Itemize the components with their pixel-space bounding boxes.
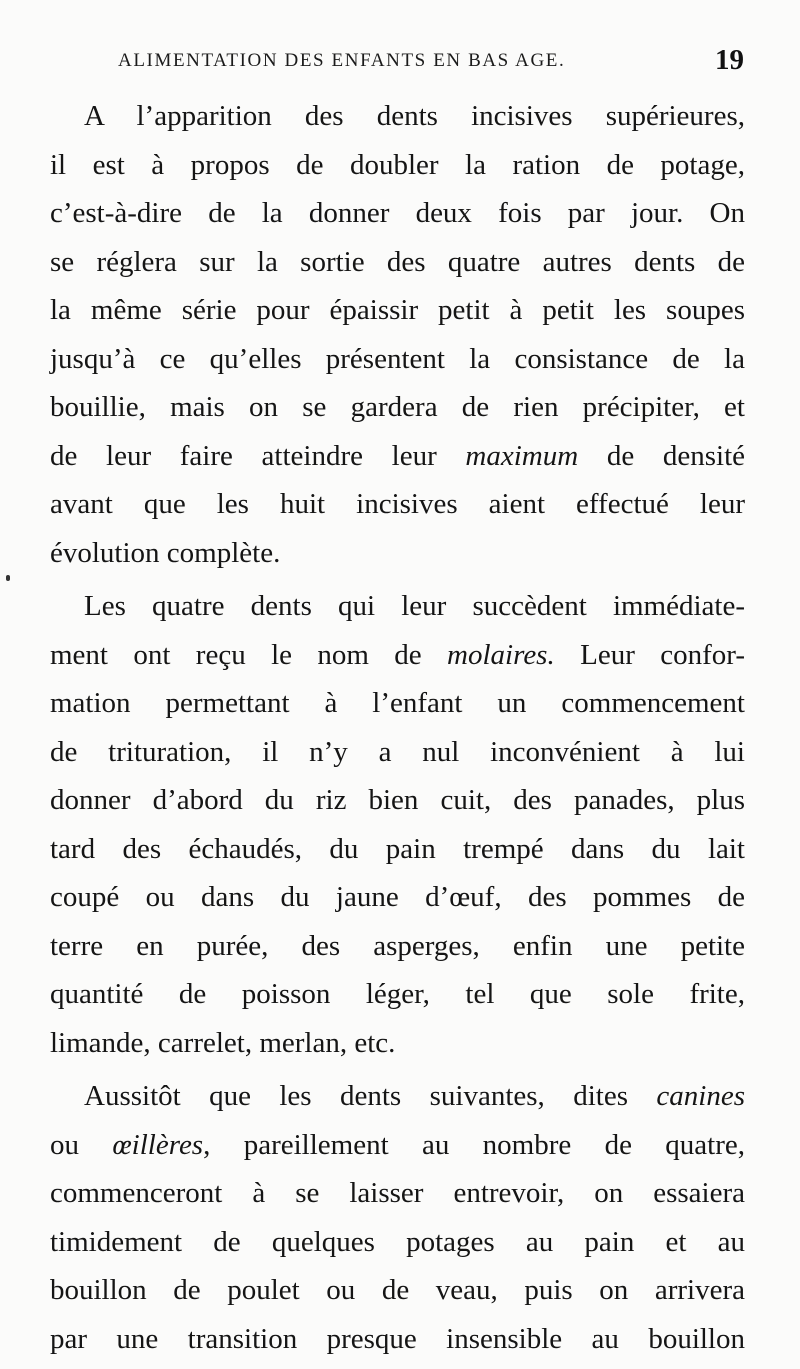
- page-header: [118, 44, 748, 78]
- italic-word: maximum: [465, 439, 579, 472]
- ink-speck: [6, 575, 10, 581]
- text-line: [50, 825, 745, 874]
- text-line: [50, 92, 745, 141]
- text-line: [50, 728, 745, 777]
- italic-word: canines: [656, 1080, 745, 1112]
- line-text: mation permettant à l’enfant un commencement: [50, 687, 745, 719]
- line-text: évolution complète.: [50, 536, 281, 569]
- line-text: la même série pour épaissir petit à petit les soupes: [50, 294, 745, 326]
- line-text: coupé ou dans du jaune d’œuf, des pommes de: [50, 881, 745, 913]
- text-line: [50, 1072, 745, 1121]
- text-line: [50, 480, 745, 529]
- line-text: Les quatre dents qui leur succèdent immédiate-: [84, 590, 745, 622]
- italic-word: œillères: [112, 1128, 204, 1161]
- line-text-before: ment ont reçu le nom de: [50, 638, 448, 671]
- text-line: [50, 383, 745, 432]
- text-line: [50, 1218, 745, 1267]
- page-number: 19: [715, 44, 744, 76]
- line-text: avant que les huit incisives aient effectué leur: [50, 488, 745, 520]
- line-text: c’est-à-dire de la donner deux fois par jour. On: [50, 197, 745, 229]
- text-line: [50, 679, 745, 728]
- line-text-before: ou: [50, 1128, 113, 1161]
- text-line: [50, 1266, 745, 1315]
- text-line: [50, 238, 745, 287]
- line-text: bouillie, mais on se gardera de rien précipiter, et: [50, 391, 745, 423]
- text-line: [50, 141, 745, 190]
- line-text: bouillon de poulet ou de veau, puis on arrivera: [50, 1274, 745, 1306]
- line-text-after: Leur confor-: [554, 638, 745, 671]
- text-line: [50, 335, 745, 384]
- line-text: se réglera sur la sortie des quatre autres dents de: [50, 245, 745, 278]
- italic-word: molaires.: [447, 638, 555, 671]
- line-text: tard des échaudés, du pain trempé dans du lait: [50, 832, 745, 865]
- line-text-before: de leur faire atteindre leur: [50, 439, 466, 472]
- body-text: [50, 92, 745, 1363]
- line-text-before: Aussitôt que les dents suivantes, dites: [84, 1080, 657, 1112]
- line-text-after: , pareillement au nombre de quatre,: [203, 1128, 746, 1161]
- line-text: par une transition presque insensible au bouillon: [50, 1322, 745, 1355]
- running-title: ALIMENTATION DES ENFANTS EN BAS AGE.: [118, 50, 566, 71]
- text-line: [50, 582, 745, 631]
- line-text: terre en purée, des asperges, enfin une petite: [50, 929, 745, 962]
- line-text: jusqu’à ce qu’elles présentent la consistance de la: [50, 342, 745, 375]
- line-text: il est à propos de doubler la ration de potage,: [50, 148, 745, 181]
- line-text: donner d’abord du riz bien cuit, des panades, plus: [50, 784, 745, 816]
- line-text: timidement de quelques potages au pain et au: [50, 1225, 745, 1258]
- line-text: limande, carrelet, merlan, etc.: [50, 1026, 396, 1059]
- text-line: [50, 776, 745, 825]
- text-line: [50, 286, 745, 335]
- line-text: quantité de poisson léger, tel que sole frite,: [50, 978, 745, 1010]
- text-line: [50, 970, 745, 1019]
- line-text: commenceront à se laisser entrevoir, on essaiera: [50, 1177, 745, 1209]
- line-text-after: de densité: [578, 439, 746, 472]
- text-line: [50, 432, 745, 481]
- line-text: de trituration, il n’y a nul inconvénient à lui: [50, 735, 745, 768]
- text-line: [50, 873, 745, 922]
- text-line: [50, 922, 745, 971]
- text-line: [50, 189, 745, 238]
- text-line: [50, 529, 745, 578]
- text-line: [50, 1169, 745, 1218]
- text-line: [50, 1121, 745, 1170]
- text-line: [50, 1315, 745, 1364]
- text-line: [50, 1019, 745, 1068]
- line-text: A l’apparition des dents incisives supérieures,: [84, 100, 745, 132]
- text-line: [50, 631, 745, 680]
